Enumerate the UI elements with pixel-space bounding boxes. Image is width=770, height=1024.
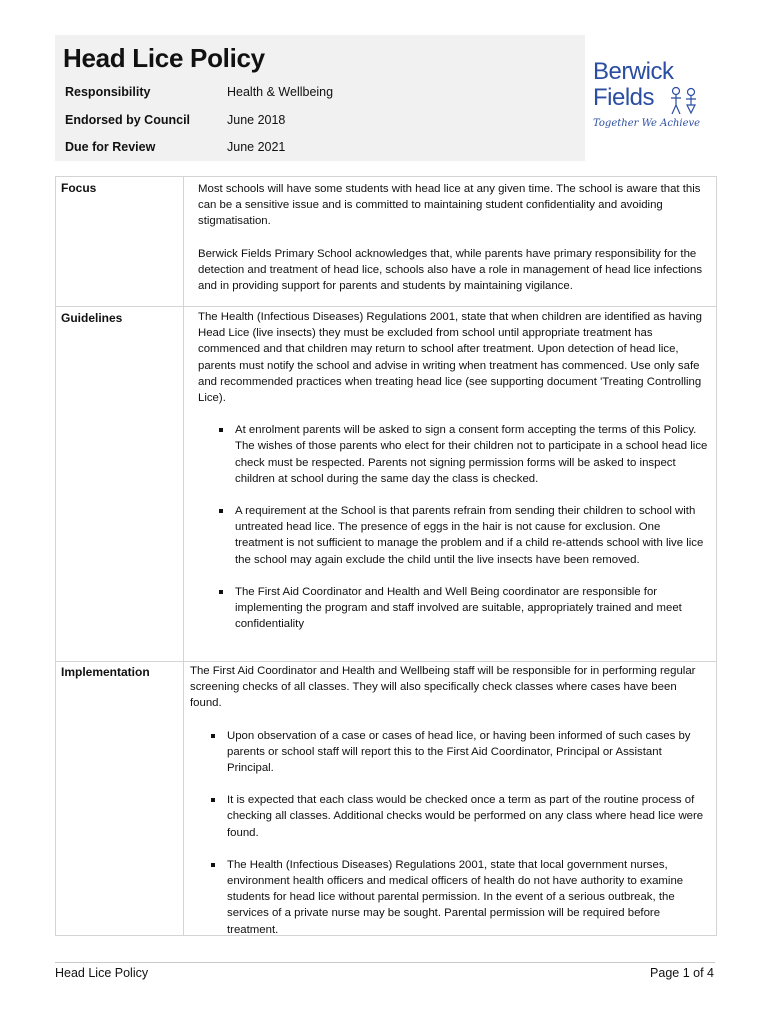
implementation-label: Implementation xyxy=(61,665,150,679)
list-item: The First Aid Coordinator and Health and Well Being coordinator are responsible for implementing the program and staff involved are suitable, appropriately trained and meet confidentiality xyxy=(198,584,708,633)
list-item: A requirement at the School is that parents refrain from sending their children to school with untreated head lice. The presence of eggs in the hair is not cause for exclusion. One treatment is not sufficient to manage the problem and if a child re-attends school with live lice the school may again exclude the child until the live insects have been removed. xyxy=(198,503,708,568)
focus-paragraph: Most schools will have some students with head lice at any given time. The school is aware that this can be a sensitive issue and is committed to maintaining student confidentiality and avoiding stigmatisation. xyxy=(198,183,701,228)
focus-label: Focus xyxy=(61,181,97,195)
meta-label: Endorsed by Council xyxy=(65,113,191,127)
column-divider xyxy=(183,661,184,935)
logo-text-line1: Berwick xyxy=(593,58,674,85)
focus-paragraph: Berwick Fields Primary School acknowledges that, while parents have primary responsibility for the detection and treatment of head lice, schools also have a role in management of head lice infections and in providing support for parents and students by maintaining vigilance. xyxy=(198,247,703,293)
page-title: Head Lice Policy xyxy=(63,43,265,73)
footer-page-number: Page 1 of 4 xyxy=(650,966,714,980)
meta-value: June 2018 xyxy=(227,113,286,127)
list-item: It is expected that each class would be checked once a term as part of the routine process of checking all classes. Additional checks would be performed on any class where head lice were found. xyxy=(190,792,708,841)
policy-table xyxy=(55,176,717,936)
document-header xyxy=(55,35,585,161)
row-divider xyxy=(56,661,716,662)
logo-text-line2: Fields xyxy=(593,84,655,111)
footer-divider xyxy=(55,962,715,963)
focus-content xyxy=(198,181,708,294)
meta-value: Health & Wellbeing xyxy=(227,85,334,99)
column-divider xyxy=(183,177,184,661)
children-figures-icon xyxy=(667,86,701,116)
school-logo xyxy=(593,58,713,136)
meta-label: Responsibility xyxy=(65,85,151,99)
implementation-list xyxy=(190,728,708,938)
guidelines-intro: The Health (Infectious Diseases) Regulations 2001, state that when children are identified as having Head Lice (live insects) they must be excluded from school until appropriate treatment has commenced and that children may return to school after treatment. Upon detection of head lice, parents must notify the school and advise in writing when treatment has commenced. Use only safe and recommended practices when treating head lice (see supporting document 'Treating Controlling Lice). xyxy=(198,311,703,405)
row-divider xyxy=(56,306,716,307)
guidelines-content xyxy=(198,309,708,632)
guidelines-label: Guidelines xyxy=(61,311,123,325)
meta-value: June 2021 xyxy=(227,140,286,154)
meta-label: Due for Review xyxy=(65,140,156,154)
implementation-intro: The First Aid Coordinator and Health and Wellbeing staff will be responsible for in performing regular screening checks of all classes. They will also specifically check classes where cases have been found. xyxy=(190,665,696,710)
list-item: Upon observation of a case or cases of head lice, or having been informed of such cases by parents or school staff will report this to the First Aid Coordinator, Principal or Assistant Principal. xyxy=(190,728,708,777)
guidelines-list xyxy=(198,422,708,632)
list-item: At enrolment parents will be asked to sign a consent form accepting the terms of this Policy. The wishes of those parents who elect for their children not to participate in a school head lice check must be respected. Parents not signing permission forms will be asked to inspect children at school during the same day the class is checked. xyxy=(198,422,708,487)
logo-tagline: Together We Achieve xyxy=(593,118,701,129)
list-item: The Health (Infectious Diseases) Regulations 2001, state that local government nurses, environment health officers and medical officers of health do not have authority to examine students for head lice without parental permission. In the event of a serious outbreak, the services of a private nurse may be sought. Parental permission will be required before treatment. xyxy=(190,857,708,938)
footer-document-name: Head Lice Policy xyxy=(55,966,149,980)
implementation-content xyxy=(190,663,708,938)
